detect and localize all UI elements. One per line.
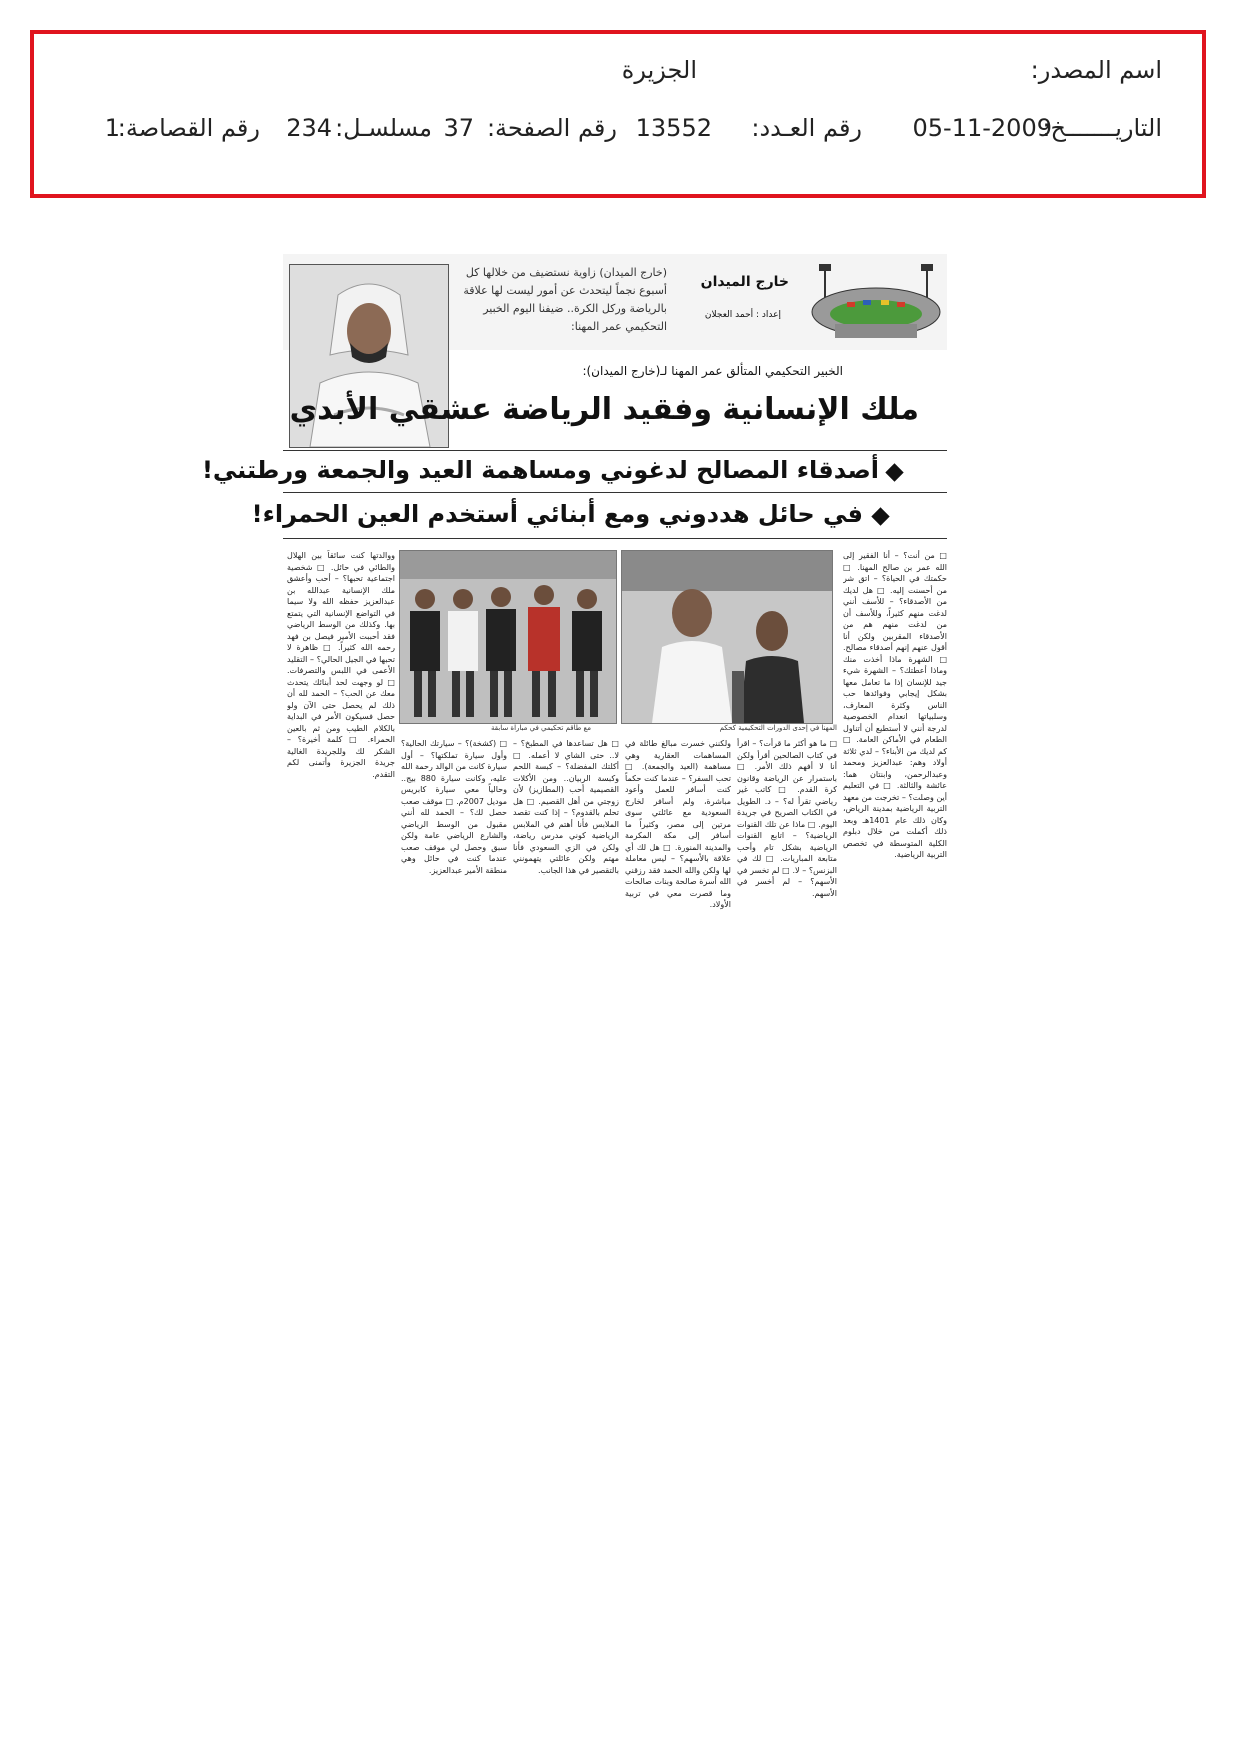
clipping-metadata-box — [30, 30, 1206, 198]
source-label: اسم المصدر: — [1030, 56, 1162, 84]
photo-referee-2 — [399, 550, 617, 724]
article-column-6: ووالدتها كنت سائقاً بين الهلال والطائي في حائل. □ شخصية اجتماعية تحبها؟ – أحب وأعشق ملك الإنسانية عبدالله بن عبدالعزيز حفظه الله ولا سيما في التواضع الإنسانية التي يتمتع بها. وكذلك من الوسط الرياضي فقد أحببت الأمير فيصل بن فهد رحمه الله كثيراً. □ ظاهرة لا تحبها في الجيل الحالي؟ – التقليد الأعمى في اللبس والتصرفات. □ لو وجهت لحد أبنائك يتحدث معك عن الحب؟ – الحمد لله أن ذلك لم يحصل حتى الآن ولو حصل فسيكون الأمر في البداية بالكلام الطيب ومن ثم بالعين الحمراء. □ كلمة أخيرة؟ – الشكر لك وللجريدة الغالية جريدة الجزيرة وأتمنى لكم التقدم. — [287, 551, 395, 779]
source-value: الجزيرة — [621, 56, 697, 84]
photo-image — [400, 551, 616, 723]
subheadline-2: في حائل هددوني ومع أبنائي أستخدم العين الحمراء! — [251, 500, 863, 528]
page-label: رقم الصفحة: — [486, 114, 617, 142]
newspaper-clipping — [201, 254, 947, 944]
section-byline: إعداد : أحمد العجلان — [704, 310, 781, 320]
section-intro: (خارج الميدان) زاوية نستضيف من خلالها كل أسبوع نجماً ليتحدث عن أمور ليست لها علاقة بالرياضة وركل الكرة.. ضيفنا اليوم الخبير التحكيمي عمر المهنا: — [463, 266, 667, 333]
diamond-bullet-icon — [871, 507, 889, 525]
photo-caption-1: المهنا في إحدى الدورات التحكيمية كحكم — [719, 724, 837, 732]
article-kicker: الخبير التحكيمي المتألق عمر المهنا لـ(خارج الميدان): — [582, 364, 843, 378]
article-column-1: □ من أنت؟ – أنا الفقير إلى الله عمر بن صالح المهنا. □ حكمتك في الحياة؟ – اتق شر من أحسنت إليه. □ هل لديك من الأصدقاء؟ – للأسف أنني لدغت منهم كثيراً، وللأسف أن من لدغت منهم هم من الأصدقاء المقربين ولكن أنا أقول عنهم إنهم أصدقاء مصالح. □ الشهرة ماذا أخذت منك وماذا أعطتك؟ – الشهرة شيء جيد للإنسان إذا ما تعامل معها بشكل إيجابي وفوائدها حب الناس وكثرة المعارف، وسلبياتها انعدام الخصوصية لدرجة أنني لا أستطيع أن أتناول الطعام في الأماكن العامة. □ كم لديك من الأبناء؟ – لدي ثلاثة أولاد وهم: عبدالعزيز ومحمد وعبدالرحمن، وابنتان هما: عائشة والثالثة. □ في التعليم أين وصلت؟ – تخرجت من معهد التربية الرياضية بمدينة الرياض، وكان ذلك عام 1401هـ وبعد ذلك أكملت من خلال دبلوم الكلية المتوسطة في تخصص التربية الرياضية. — [843, 551, 947, 859]
stadium-icon — [807, 260, 945, 344]
serial-label: مسلسـل: — [335, 114, 432, 142]
photo-image — [622, 551, 832, 723]
article-column-3: ولكنني خسرت مبالغ طائلة في المساهمات العقارية وهي مساهمة (العيد والجمعة). □ تحب السفر؟ – عندما كنت حكماً كنت أسافر للعمل وأعود مباشرة، ولم أسافر لخارج السعودية مع عائلتي سوى مرتين إلى مصر، وكثيراً ما أسافر إلى مكة المكرمة والمدينة المنورة. □ هل لك أي علاقة بالأسهم؟ – ليس معاملة لها ولكن والله الحمد فقد رزقني الله أسرة صالحة وبنات صالحات وما قصرت معي في تربية الأولاد. — [625, 739, 731, 909]
clip-value: 1 — [104, 114, 120, 142]
issue-label: رقم العـدد: — [751, 114, 862, 142]
photo-referee-1 — [621, 550, 833, 724]
divider — [283, 492, 947, 493]
divider — [283, 538, 947, 539]
date-value: 05-11-2009 — [912, 114, 1052, 142]
section-title: خارج الميدان — [700, 274, 789, 290]
issue-value: 13552 — [635, 114, 712, 142]
serial-value: 234 — [286, 114, 332, 142]
article-column-2: □ ما هو أكثر ما قرأت؟ – اقرأ في كتاب الصالحين أقرأ ولكن أنا لا أفهم ذلك الأمر. □ باستمرار عن الرياضة وقانون كرة القدم. □ كاتب غير رياضي تقرأ له؟ – د. الطويل في الكتاب الصريح في جريدة اليوم. □ ماذا عن تلك القنوات الرياضية؟ – اتابع القنوات الرياضية بشكل تام وأحب متابعة المباريات. □ لك في البزنس؟ – لا. □ لم تخسر في الأسهم؟ – لم أخسر في الأسهم. — [737, 739, 837, 898]
date-label: التاريـــــــخ: — [1042, 114, 1162, 142]
subheadline-1: أصدقاء المصالح لدغوني ومساهمة العيد والجمعة ورطتني! — [201, 456, 879, 484]
diamond-bullet-icon — [885, 463, 903, 481]
article-column-4: □ هل تساعدها في المطبخ؟ – لا.. حتى الشاي لا أعمله. □ أكلتك المفضلة؟ – كبسة اللحم وكبسة الربيان.. ومن الأكلات القصيمية أحب (المطازيز) لأن زوجتي من أهل القصيم. □ هل تحلم بالقدوم؟ – إذا كنت تقصد الملابس فأنا أهتم في الملابس الرياضية كوني مدرس رياضة، ولكن في الزي السعودي فأنا مهتم ولكن عائلتي يتهمونني بالتقصير في هذا الجانب. — [513, 739, 619, 875]
page-value: 37 — [443, 114, 474, 142]
article-headline: ملك الإنسانية وفقيد الرياضة عشقي الأبدي — [289, 392, 919, 427]
article-column-5: □ (كشخة)؟ – سيارتك الحالية؟ وأول سيارة تملكتها؟ – أول سيارة كانت من الوالد رحمة الله عليه، وكانت سيارة 880 بيج.. وحالياً معي سيارة كابريس موديل 2007م. □ موقف صعب حصل لك؟ – الحمد لله أنني مقبول من الوسط الرياضي والشارع الرياضي عامة ولكن سبق وحصل لي موقف صعب عندما كنت في حائل وهي منطقة الأمير عبدالعزيز. — [401, 739, 507, 875]
photo-caption-2: مع طاقم تحكيمي في مباراة سابقة — [490, 724, 591, 732]
divider — [283, 450, 947, 451]
clip-label: رقم القصاصة: — [117, 114, 260, 142]
